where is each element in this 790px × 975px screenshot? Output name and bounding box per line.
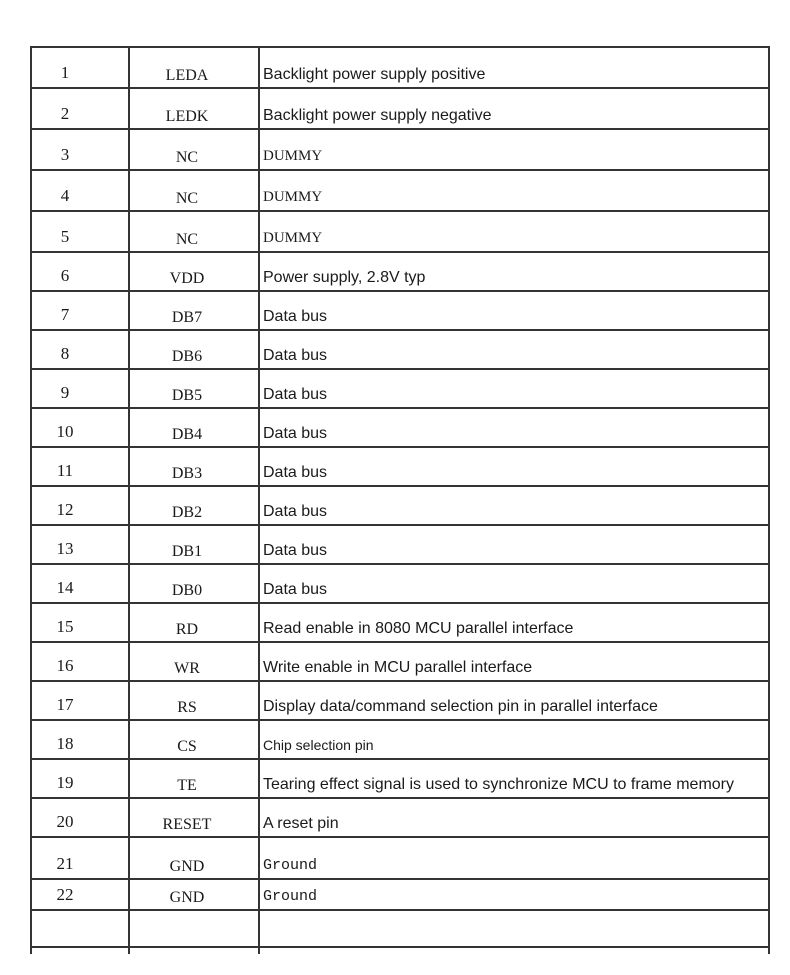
pin-name-cell: DB7 <box>129 291 259 330</box>
pin-name-cell: CS <box>129 720 259 759</box>
pin-number-cell: 18 <box>31 720 129 759</box>
pin-name-cell: DB1 <box>129 525 259 564</box>
pin-name-cell: NC <box>129 211 259 252</box>
table-row <box>31 798 769 837</box>
pin-name-cell: TE <box>129 759 259 798</box>
pin-description-table <box>30 46 770 954</box>
pin-name-cell: DB5 <box>129 369 259 408</box>
cut-off-cell <box>129 947 259 954</box>
pin-name-cell: GND <box>129 879 259 910</box>
table-row <box>31 603 769 642</box>
pin-number-cell: 20 <box>31 798 129 837</box>
table-row <box>31 681 769 720</box>
pin-description-cell: Data bus <box>259 369 769 408</box>
table-row <box>31 759 769 798</box>
table-row <box>31 47 769 88</box>
table-row <box>31 170 769 211</box>
pin-number-cell: 10 <box>31 408 129 447</box>
pin-name-cell: DB0 <box>129 564 259 603</box>
pin-name-cell: NC <box>129 170 259 211</box>
table-row <box>31 330 769 369</box>
pin-number-cell: 6 <box>31 252 129 291</box>
pin-description-cell: Power supply, 2.8V typ <box>259 252 769 291</box>
pin-name-cell <box>129 910 259 947</box>
table-row <box>31 291 769 330</box>
pin-description-cell: Backlight power supply positive <box>259 47 769 88</box>
pin-number-cell: 17 <box>31 681 129 720</box>
pin-name-cell: DB2 <box>129 486 259 525</box>
pin-description-cell <box>259 910 769 947</box>
pin-description-cell: Chip selection pin <box>259 720 769 759</box>
cut-off-cell <box>31 947 129 954</box>
pin-name-cell: WR <box>129 642 259 681</box>
pin-number-cell: 21 <box>31 837 129 879</box>
table-row <box>31 88 769 129</box>
cut-off-cell <box>259 947 769 954</box>
table-row <box>31 564 769 603</box>
table-row <box>31 879 769 910</box>
pin-name-cell: GND <box>129 837 259 879</box>
table-row <box>31 211 769 252</box>
pin-number-cell: 14 <box>31 564 129 603</box>
pin-description-cell: Ground <box>259 837 769 879</box>
table-row <box>31 129 769 170</box>
table-row <box>31 486 769 525</box>
pin-name-cell: LEDA <box>129 47 259 88</box>
pin-name-cell: NC <box>129 129 259 170</box>
pin-description-cell: DUMMY <box>259 211 769 252</box>
pin-name-cell: RESET <box>129 798 259 837</box>
table-row <box>31 525 769 564</box>
pin-name-cell: RS <box>129 681 259 720</box>
table-row <box>31 910 769 947</box>
pin-number-cell: 4 <box>31 170 129 211</box>
pin-name-cell: DB3 <box>129 447 259 486</box>
pin-number-cell: 7 <box>31 291 129 330</box>
table-row <box>31 408 769 447</box>
pin-name-cell: DB6 <box>129 330 259 369</box>
pin-name-cell: DB4 <box>129 408 259 447</box>
pin-number-cell: 12 <box>31 486 129 525</box>
table-row <box>31 369 769 408</box>
pin-number-cell: 11 <box>31 447 129 486</box>
pin-number-cell <box>31 910 129 947</box>
pin-description-cell: DUMMY <box>259 170 769 211</box>
pin-description-cell: Data bus <box>259 486 769 525</box>
pin-description-cell: Display data/command selection pin in parallel interface <box>259 681 769 720</box>
pin-number-cell: 5 <box>31 211 129 252</box>
pin-description-cell: Data bus <box>259 564 769 603</box>
pin-number-cell: 16 <box>31 642 129 681</box>
pin-name-cell: VDD <box>129 252 259 291</box>
pin-table-body <box>31 47 769 954</box>
pin-number-cell: 1 <box>31 47 129 88</box>
pin-description-cell: DUMMY <box>259 129 769 170</box>
pin-number-cell: 15 <box>31 603 129 642</box>
table-row <box>31 252 769 291</box>
pin-description-cell: Write enable in MCU parallel interface <box>259 642 769 681</box>
table-cut-off-row <box>31 947 769 954</box>
pin-description-cell: Tearing effect signal is used to synchronize MCU to frame memory <box>259 759 769 798</box>
pin-description-cell: Data bus <box>259 330 769 369</box>
pin-description-cell: Read enable in 8080 MCU parallel interface <box>259 603 769 642</box>
pin-description-cell: Data bus <box>259 291 769 330</box>
pin-description-cell: Data bus <box>259 525 769 564</box>
pin-number-cell: 3 <box>31 129 129 170</box>
pin-number-cell: 22 <box>31 879 129 910</box>
pin-number-cell: 8 <box>31 330 129 369</box>
pin-name-cell: LEDK <box>129 88 259 129</box>
table-row <box>31 720 769 759</box>
pin-description-cell: Backlight power supply negative <box>259 88 769 129</box>
pin-number-cell: 13 <box>31 525 129 564</box>
pin-number-cell: 2 <box>31 88 129 129</box>
pin-name-cell: RD <box>129 603 259 642</box>
pin-description-cell: Data bus <box>259 408 769 447</box>
pin-number-cell: 19 <box>31 759 129 798</box>
table-row <box>31 447 769 486</box>
pin-description-cell: Data bus <box>259 447 769 486</box>
pin-description-cell: Ground <box>259 879 769 910</box>
table-row <box>31 642 769 681</box>
table-row <box>31 837 769 879</box>
pin-description-cell: A reset pin <box>259 798 769 837</box>
pin-number-cell: 9 <box>31 369 129 408</box>
